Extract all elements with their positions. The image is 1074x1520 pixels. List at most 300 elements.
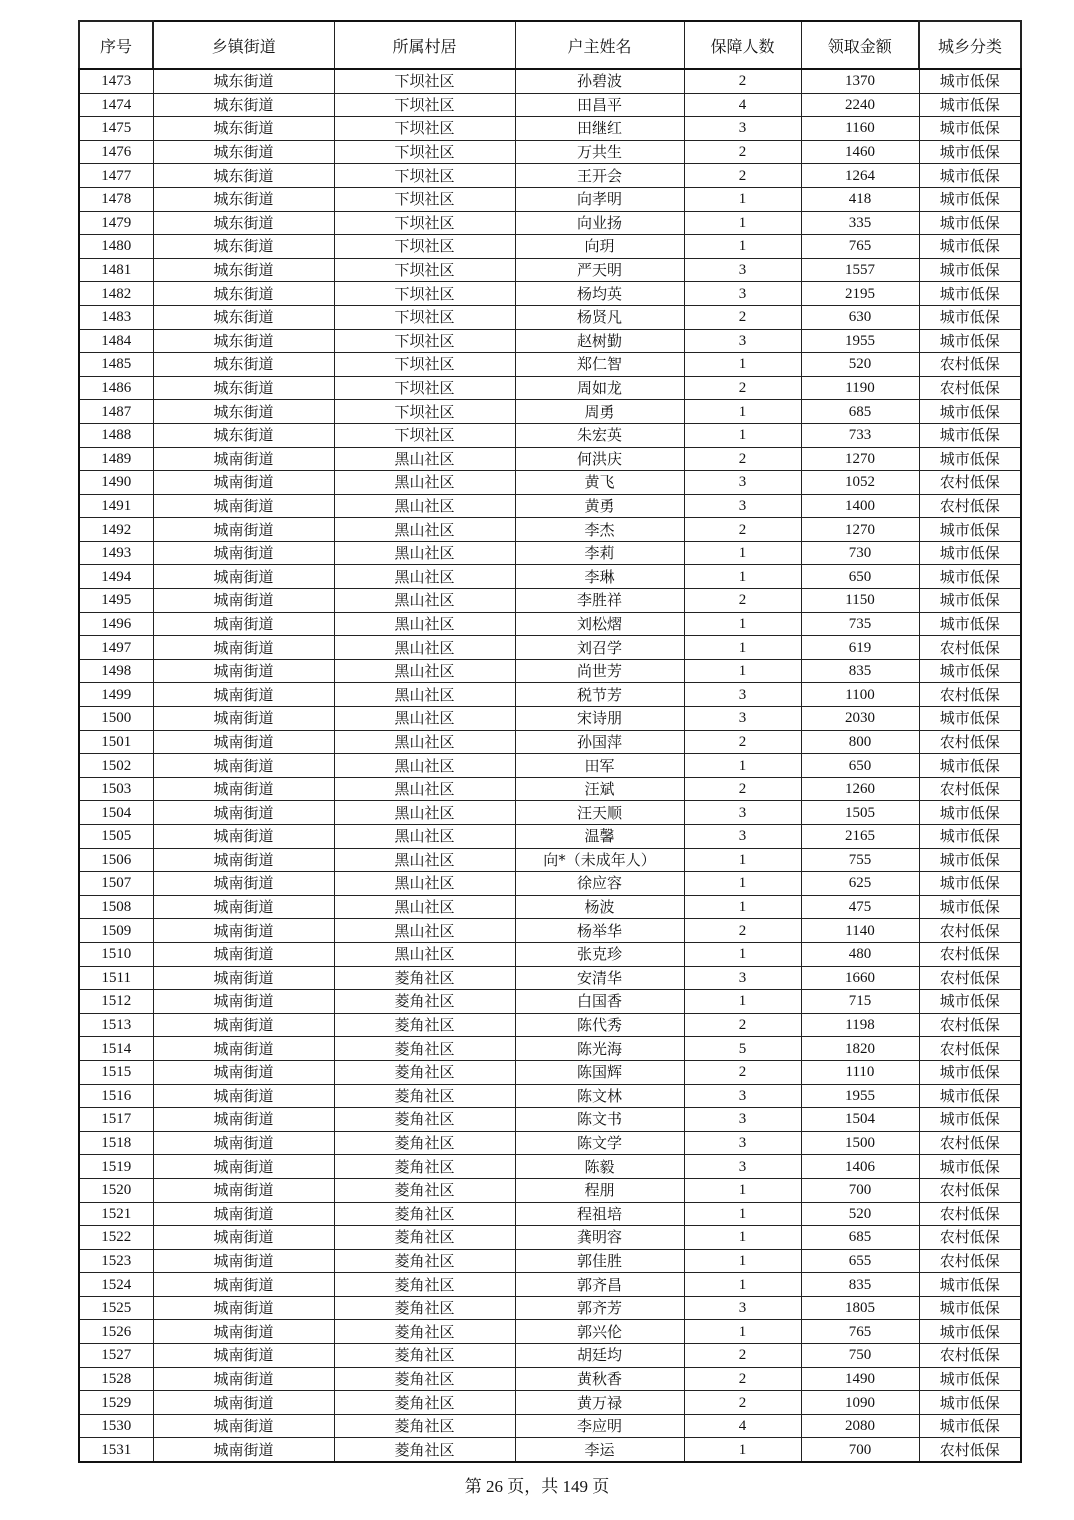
township-cell: 城南街道 [153,494,334,518]
table-row [79,565,1021,589]
table-row [79,825,1021,849]
community-cell: 黑山社区 [334,895,515,919]
amount-cell: 1660 [801,966,919,990]
covered-persons-cell: 1 [684,187,801,211]
serial-number-cell: 1516 [79,1084,153,1108]
serial-number-cell: 1531 [79,1438,153,1462]
covered-persons-cell: 3 [684,1155,801,1179]
category-cell: 城市低保 [919,754,1021,778]
township-cell: 城东街道 [153,282,334,306]
table-row [79,895,1021,919]
covered-persons-cell: 3 [684,329,801,353]
covered-persons-cell: 2 [684,1391,801,1415]
table-row [79,1084,1021,1108]
serial-number-cell: 1503 [79,777,153,801]
covered-persons-cell: 3 [684,801,801,825]
covered-persons-cell: 1 [684,990,801,1014]
serial-number-cell: 1511 [79,966,153,990]
serial-number-cell: 1493 [79,541,153,565]
township-cell: 城南街道 [153,801,334,825]
table-row [79,1273,1021,1297]
community-cell: 下坝社区 [334,423,515,447]
table-row [79,235,1021,259]
category-cell: 城市低保 [919,69,1021,93]
table-row [79,730,1021,754]
serial-number-cell: 1487 [79,400,153,424]
category-cell: 农村低保 [919,471,1021,495]
householder-name-cell: 孙国萍 [515,730,684,754]
covered-persons-cell: 2 [684,376,801,400]
category-cell: 城市低保 [919,1108,1021,1132]
category-cell: 城市低保 [919,1320,1021,1344]
householder-name-cell: 杨均英 [515,282,684,306]
township-cell: 城南街道 [153,612,334,636]
householder-name-cell: 黄秋香 [515,1367,684,1391]
amount-cell: 765 [801,1320,919,1344]
covered-persons-cell: 1 [684,1273,801,1297]
category-cell: 城市低保 [919,329,1021,353]
amount-cell: 1557 [801,258,919,282]
category-cell: 城市低保 [919,1060,1021,1084]
township-cell: 城南街道 [153,1060,334,1084]
township-cell: 城东街道 [153,69,334,93]
township-cell: 城南街道 [153,990,334,1014]
householder-name-cell: 赵树勤 [515,329,684,353]
category-cell: 城市低保 [919,140,1021,164]
householder-name-header: 户主姓名 [515,21,684,69]
table-row [79,990,1021,1014]
householder-name-cell: 杨波 [515,895,684,919]
category-cell: 农村低保 [919,353,1021,377]
table-row [79,777,1021,801]
amount-cell: 520 [801,1202,919,1226]
serial-number-cell: 1489 [79,447,153,471]
table-row [79,919,1021,943]
serial-number-cell: 1492 [79,518,153,542]
category-cell: 农村低保 [919,683,1021,707]
township-cell: 城东街道 [153,400,334,424]
covered-persons-cell: 1 [684,754,801,778]
township-cell: 城东街道 [153,305,334,329]
covered-persons-cell: 1 [684,848,801,872]
table-row [79,612,1021,636]
table-row [79,848,1021,872]
amount-cell: 735 [801,612,919,636]
township-cell: 城南街道 [153,966,334,990]
table-row [79,1367,1021,1391]
township-cell: 城南街道 [153,754,334,778]
serial-number-cell: 1483 [79,305,153,329]
table-row [79,1391,1021,1415]
category-cell: 农村低保 [919,1438,1021,1462]
category-cell: 农村低保 [919,942,1021,966]
householder-name-cell: 汪斌 [515,777,684,801]
serial-number-cell: 1504 [79,801,153,825]
township-cell: 城南街道 [153,1391,334,1415]
category-cell: 城市低保 [919,400,1021,424]
serial-number-cell: 1508 [79,895,153,919]
township-cell: 城南街道 [153,541,334,565]
township-cell: 城南街道 [153,707,334,731]
covered-persons-cell: 1 [684,1202,801,1226]
category-cell: 城市低保 [919,659,1021,683]
community-cell: 菱角社区 [334,1391,515,1415]
category-cell: 城市低保 [919,117,1021,141]
community-cell: 黑山社区 [334,777,515,801]
category-cell: 城市低保 [919,541,1021,565]
serial-number-cell: 1478 [79,187,153,211]
covered-persons-cell: 3 [684,494,801,518]
township-cell: 城南街道 [153,683,334,707]
community-cell: 黑山社区 [334,707,515,731]
category-cell: 城市低保 [919,1084,1021,1108]
township-cell: 城南街道 [153,825,334,849]
community-cell: 黑山社区 [334,919,515,943]
page-footer: 第 26 页，共 149 页 [464,1477,610,1496]
amount-cell: 765 [801,235,919,259]
serial-number-cell: 1507 [79,872,153,896]
serial-number-cell: 1528 [79,1367,153,1391]
covered-persons-cell: 3 [684,1296,801,1320]
community-cell: 菱角社区 [334,1131,515,1155]
covered-persons-cell: 3 [684,1084,801,1108]
amount-cell: 750 [801,1344,919,1368]
community-cell: 黑山社区 [334,494,515,518]
amount-cell: 1460 [801,140,919,164]
community-cell: 下坝社区 [334,329,515,353]
amount-cell: 1270 [801,447,919,471]
community-cell: 下坝社区 [334,164,515,188]
table-row [79,471,1021,495]
covered-persons-cell: 3 [684,825,801,849]
covered-persons-cell: 4 [684,93,801,117]
householder-name-cell: 白国香 [515,990,684,1014]
covered-persons-cell: 2 [684,447,801,471]
covered-persons-cell: 3 [684,1108,801,1132]
category-cell: 城市低保 [919,187,1021,211]
serial-number-cell: 1488 [79,423,153,447]
amount-cell: 2165 [801,825,919,849]
amount-cell: 480 [801,942,919,966]
community-cell: 下坝社区 [334,376,515,400]
serial-number-cell: 1498 [79,659,153,683]
table-row [79,1013,1021,1037]
community-cell: 下坝社区 [334,69,515,93]
amount-cell: 619 [801,636,919,660]
serial-number-cell: 1484 [79,329,153,353]
category-cell: 农村低保 [919,777,1021,801]
covered-persons-cell: 3 [684,966,801,990]
community-cell: 黑山社区 [334,518,515,542]
amount-cell: 650 [801,565,919,589]
township-cell: 城南街道 [153,895,334,919]
community-cell: 黑山社区 [334,872,515,896]
community-cell: 下坝社区 [334,140,515,164]
amount-cell: 800 [801,730,919,754]
table-row [79,1037,1021,1061]
amount-cell: 685 [801,1226,919,1250]
amount-cell: 335 [801,211,919,235]
community-cell: 黑山社区 [334,754,515,778]
covered-persons-cell: 2 [684,305,801,329]
community-cell: 菱角社区 [334,1296,515,1320]
category-header: 城乡分类 [919,21,1021,69]
covered-persons-cell: 1 [684,541,801,565]
householder-name-cell: 黄勇 [515,494,684,518]
serial-number-cell: 1497 [79,636,153,660]
householder-name-cell: 田继红 [515,117,684,141]
community-cell: 菱角社区 [334,1178,515,1202]
table-row [79,518,1021,542]
category-cell: 城市低保 [919,235,1021,259]
householder-name-cell: 郭佳胜 [515,1249,684,1273]
township-cell: 城东街道 [153,211,334,235]
serial-number-cell: 1509 [79,919,153,943]
township-cell: 城南街道 [153,518,334,542]
amount-cell: 2195 [801,282,919,306]
table-row [79,541,1021,565]
township-cell: 城东街道 [153,140,334,164]
community-cell: 菱角社区 [334,1249,515,1273]
covered-persons-cell: 3 [684,258,801,282]
table-row [79,1226,1021,1250]
covered-persons-cell: 3 [684,683,801,707]
householder-name-cell: 李应明 [515,1414,684,1438]
category-cell: 城市低保 [919,211,1021,235]
category-cell: 城市低保 [919,872,1021,896]
householder-name-cell: 陈代秀 [515,1013,684,1037]
serial-number-cell: 1480 [79,235,153,259]
covered-persons-cell: 1 [684,659,801,683]
township-cell: 城南街道 [153,1296,334,1320]
township-cell: 城东街道 [153,329,334,353]
table-row [79,140,1021,164]
covered-persons-cell: 1 [684,565,801,589]
township-cell: 城东街道 [153,258,334,282]
township-cell: 城南街道 [153,777,334,801]
community-cell: 黑山社区 [334,801,515,825]
amount-cell: 1090 [801,1391,919,1415]
amount-cell: 1260 [801,777,919,801]
householder-name-cell: 程朋 [515,1178,684,1202]
community-cell: 下坝社区 [334,187,515,211]
category-cell: 农村低保 [919,1226,1021,1250]
serial-number-cell: 1510 [79,942,153,966]
community-cell: 下坝社区 [334,235,515,259]
category-cell: 城市低保 [919,1391,1021,1415]
table-row [79,447,1021,471]
covered-persons-cell: 1 [684,895,801,919]
serial-number-cell: 1491 [79,494,153,518]
covered-persons-cell: 2 [684,1060,801,1084]
community-cell: 下坝社区 [334,258,515,282]
table-row [79,636,1021,660]
householder-name-cell: 李莉 [515,541,684,565]
amount-cell: 1490 [801,1367,919,1391]
township-cell: 城南街道 [153,589,334,613]
category-cell: 城市低保 [919,825,1021,849]
table-row [79,282,1021,306]
table-row [79,1202,1021,1226]
householder-name-cell: 田军 [515,754,684,778]
covered-persons-cell: 1 [684,353,801,377]
amount-cell: 715 [801,990,919,1014]
covered-persons-cell: 2 [684,919,801,943]
amount-cell: 755 [801,848,919,872]
householder-name-cell: 朱宏英 [515,423,684,447]
table-row [79,1155,1021,1179]
covered-persons-cell: 1 [684,423,801,447]
community-cell: 黑山社区 [334,825,515,849]
amount-cell: 1160 [801,117,919,141]
table-row [79,305,1021,329]
table-row [79,1438,1021,1462]
covered-persons-cell: 1 [684,1438,801,1462]
amount-cell: 1805 [801,1296,919,1320]
householder-name-cell: 陈文书 [515,1108,684,1132]
community-cell: 黑山社区 [334,565,515,589]
table-row [79,376,1021,400]
category-cell: 农村低保 [919,636,1021,660]
township-cell: 城东街道 [153,423,334,447]
covered-persons-cell: 1 [684,400,801,424]
township-cell: 城东街道 [153,93,334,117]
householder-name-cell: 杨贤凡 [515,305,684,329]
category-cell: 城市低保 [919,1273,1021,1297]
covered-persons-cell: 1 [684,1320,801,1344]
covered-persons-cell: 2 [684,1013,801,1037]
township-cell: 城南街道 [153,1202,334,1226]
serial-number-cell: 1500 [79,707,153,731]
category-cell: 城市低保 [919,305,1021,329]
category-cell: 城市低保 [919,518,1021,542]
township-cell: 城南街道 [153,942,334,966]
householder-name-cell: 郭齐昌 [515,1273,684,1297]
township-cell: 城南街道 [153,1367,334,1391]
table-row [79,329,1021,353]
community-cell: 下坝社区 [334,117,515,141]
amount-cell: 733 [801,423,919,447]
community-cell: 菱角社区 [334,1108,515,1132]
category-cell: 城市低保 [919,1367,1021,1391]
householder-name-cell: 程祖培 [515,1202,684,1226]
community-cell: 菱角社区 [334,1037,515,1061]
township-cell: 城东街道 [153,117,334,141]
community-cell: 黑山社区 [334,659,515,683]
table-row [79,1178,1021,1202]
category-cell: 城市低保 [919,801,1021,825]
community-header: 所属村居 [334,21,515,69]
householder-name-cell: 向*（未成年人） [515,848,684,872]
householder-name-cell: 安清华 [515,966,684,990]
amount-cell: 835 [801,659,919,683]
category-cell: 农村低保 [919,494,1021,518]
table-row [79,1320,1021,1344]
serial-number-cell: 1506 [79,848,153,872]
township-cell: 城东街道 [153,187,334,211]
serial-number-cell: 1527 [79,1344,153,1368]
township-cell: 城南街道 [153,1108,334,1132]
householder-name-cell: 王开会 [515,164,684,188]
householder-name-cell: 黄万禄 [515,1391,684,1415]
covered-persons-cell: 3 [684,707,801,731]
township-cell: 城东街道 [153,353,334,377]
amount-header: 领取金额 [801,21,919,69]
covered-persons-cell: 2 [684,69,801,93]
category-cell: 城市低保 [919,282,1021,306]
amount-cell: 1270 [801,518,919,542]
township-cell: 城南街道 [153,730,334,754]
householder-name-cell: 刘召学 [515,636,684,660]
table-row [79,659,1021,683]
township-cell: 城南街道 [153,919,334,943]
township-cell: 城南街道 [153,1438,334,1462]
township-cell: 城南街道 [153,1226,334,1250]
householder-name-cell: 李胜祥 [515,589,684,613]
category-cell: 农村低保 [919,1249,1021,1273]
table-row [79,942,1021,966]
covered-persons-cell: 3 [684,282,801,306]
township-cell: 城南街道 [153,1178,334,1202]
householder-name-cell: 税节芳 [515,683,684,707]
amount-cell: 2080 [801,1414,919,1438]
amount-cell: 1264 [801,164,919,188]
householder-name-cell: 向孝明 [515,187,684,211]
amount-cell: 1500 [801,1131,919,1155]
householder-name-cell: 李杰 [515,518,684,542]
community-cell: 菱角社区 [334,1226,515,1250]
township-cell: 城南街道 [153,447,334,471]
covered-persons-cell: 2 [684,1367,801,1391]
serial-number-cell: 1521 [79,1202,153,1226]
community-cell: 菱角社区 [334,966,515,990]
category-cell: 农村低保 [919,1344,1021,1368]
amount-cell: 2240 [801,93,919,117]
township-cell: 城南街道 [153,636,334,660]
serial-number-cell: 1496 [79,612,153,636]
category-cell: 农村低保 [919,1037,1021,1061]
serial-number-cell: 1490 [79,471,153,495]
table-row [79,400,1021,424]
amount-cell: 1820 [801,1037,919,1061]
community-cell: 菱角社区 [334,1013,515,1037]
category-cell: 城市低保 [919,423,1021,447]
amount-cell: 630 [801,305,919,329]
amount-cell: 1150 [801,589,919,613]
amount-cell: 1190 [801,376,919,400]
community-cell: 下坝社区 [334,282,515,306]
householder-name-cell: 何洪庆 [515,447,684,471]
category-cell: 农村低保 [919,376,1021,400]
serial-number-cell: 1486 [79,376,153,400]
covered-persons-cell: 3 [684,1131,801,1155]
covered-persons-cell: 2 [684,589,801,613]
assistance-records-table [78,20,1022,1463]
covered-persons-cell: 2 [684,777,801,801]
table-row [79,1414,1021,1438]
community-cell: 黑山社区 [334,636,515,660]
amount-cell: 1198 [801,1013,919,1037]
covered-persons-cell: 5 [684,1037,801,1061]
serial-number-cell: 1499 [79,683,153,707]
covered-persons-header: 保障人数 [684,21,801,69]
community-cell: 菱角社区 [334,1155,515,1179]
amount-cell: 418 [801,187,919,211]
covered-persons-cell: 2 [684,164,801,188]
community-cell: 下坝社区 [334,400,515,424]
covered-persons-cell: 3 [684,117,801,141]
township-cell: 城南街道 [153,1273,334,1297]
